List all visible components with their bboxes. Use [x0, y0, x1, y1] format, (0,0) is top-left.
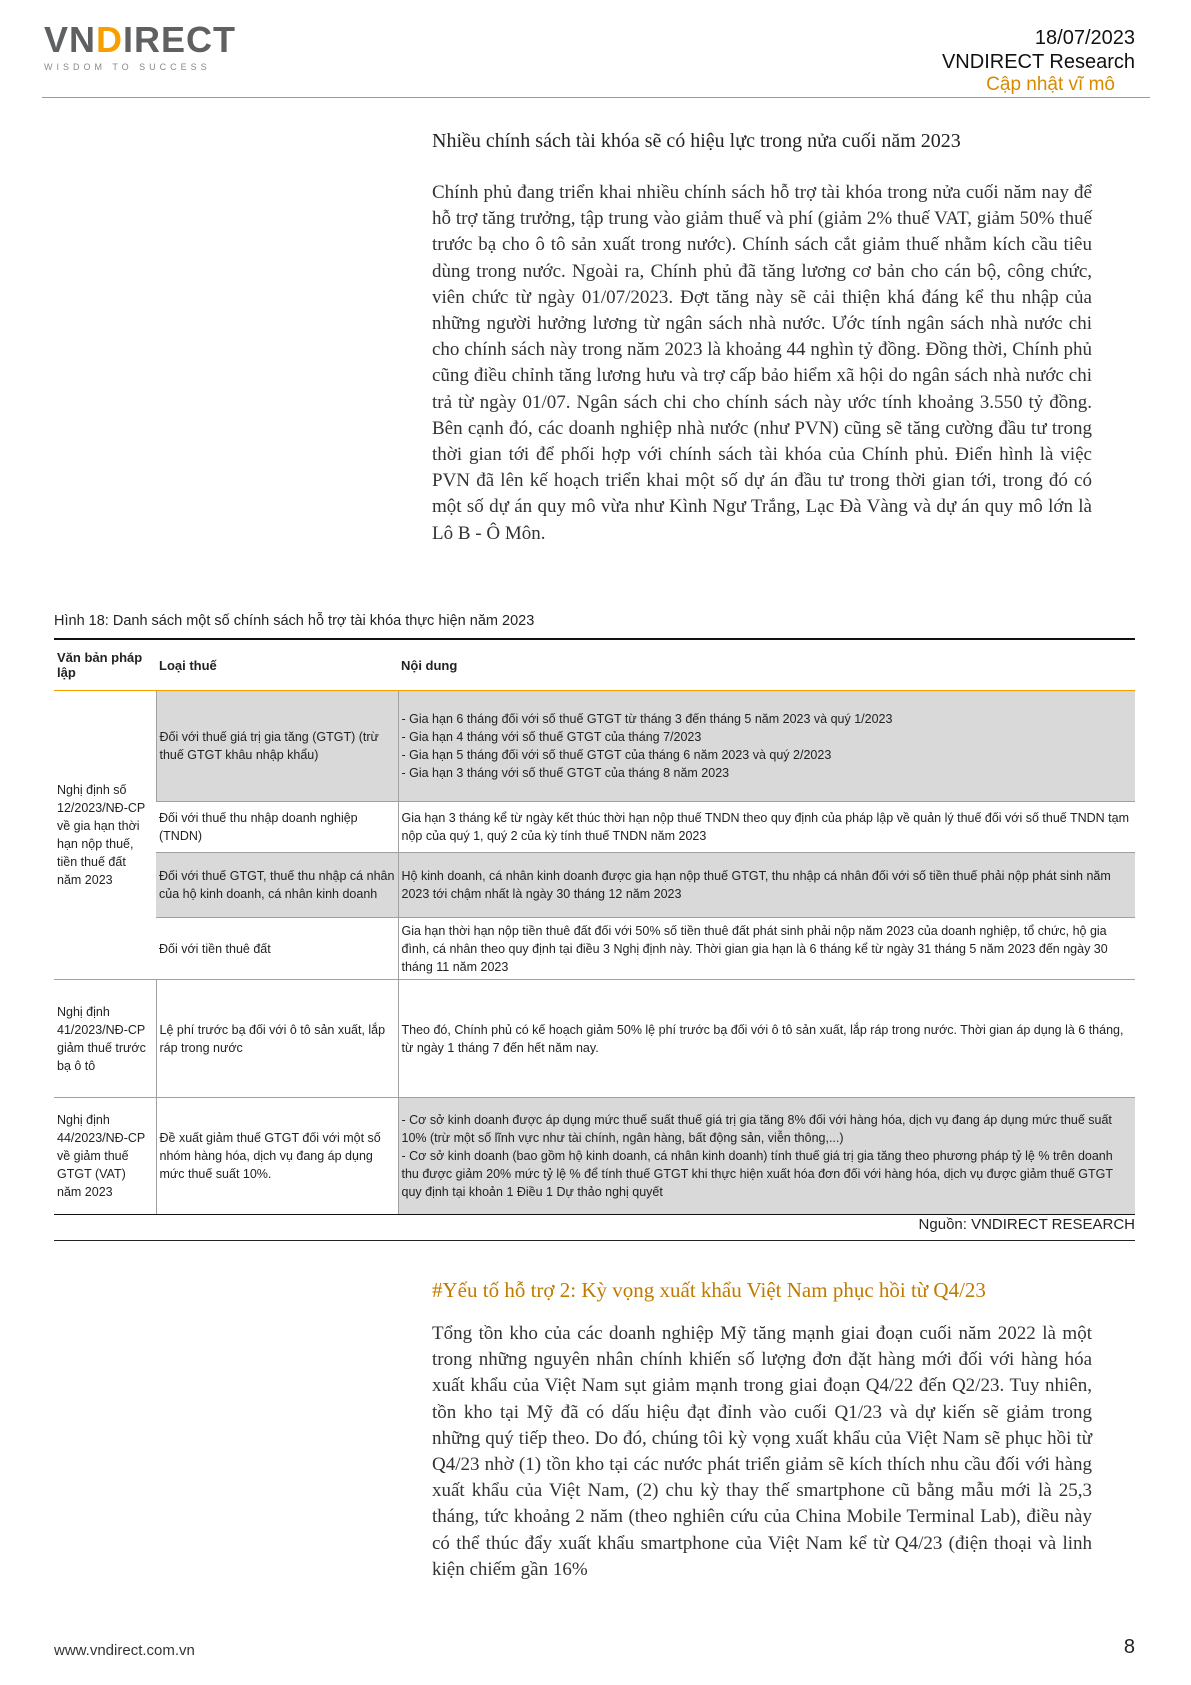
- decree-cell: Nghị định 44/2023/NĐ-CP về giảm thuế GTGT (VAT) năm 2023: [54, 1098, 156, 1215]
- content-cell: Gia hạn 3 tháng kể từ ngày kết thúc thời hạn nộp thuế TNDN theo quy định của pháp lập về quản lý thuế đối với số thuế TNDN tạm nộp của quý 1, quý 2 của kỳ tính thuế TNDN năm 2023: [398, 802, 1135, 853]
- tax-type-cell: Đối với tiền thuê đất: [156, 918, 398, 980]
- content-cell: [398, 691, 1135, 802]
- header-divider: [42, 97, 1150, 98]
- figure-divider: [54, 1240, 1135, 1241]
- section2-title: #Yếu tố hỗ trợ 2: Kỳ vọng xuất khẩu Việt Nam phục hồi từ Q4/23: [432, 1278, 986, 1302]
- header-tax-type: Loại thuế: [156, 639, 398, 691]
- content-line: - Cơ sở kinh doanh được áp dụng mức thuế suất thuế giá trị gia tăng 8% đối với hàng hóa, dịch vụ đang áp dụng mức thuế suất 10% (trừ một số lĩnh vực như tài chính, ngân hàng, bất động sản, viễn thông,...): [401, 1113, 1112, 1145]
- content-cell: Gia hạn thời hạn nộp tiền thuê đất đối với 50% số tiền thuê đất phát sinh phải nộp năm 2023 của doanh nghiệp, tổ chức, hộ gia đình, cá nhân theo quy định tại điều 3 Nghị định này. Thời gian gia hạn là 6 tháng kể từ ngày 31 tháng 5 năm 2023 đến ngày 30 tháng 11 năm 2023: [398, 918, 1135, 980]
- table-row: [54, 1098, 1135, 1215]
- content-line: - Gia hạn 6 tháng đối với số thuế GTGT từ tháng 3 đến tháng 5 năm 2023 và quý 1/2023: [401, 712, 893, 726]
- policy-table: [54, 638, 1135, 1215]
- tax-type-cell: Đề xuất giảm thuế GTGT đối với một số nhóm hàng hóa, dịch vụ đang áp dụng mức thuế suất 10%.: [156, 1098, 398, 1215]
- table-row: [54, 853, 1135, 918]
- content-line: - Gia hạn 3 tháng với số thuế GTGT của tháng 8 năm 2023: [401, 766, 730, 780]
- decree-cell: Nghị định 41/2023/NĐ-CP giảm thuế trước bạ ô tô: [54, 980, 156, 1098]
- page-number: 8: [1123, 1636, 1135, 1658]
- report-subtitle: Cập nhật vĩ mô: [986, 74, 1115, 95]
- header-content: Nội dung: [398, 639, 1135, 691]
- content-line: - Gia hạn 5 tháng đối với số thuế GTGT của tháng 6 năm 2023 và quý 2/2023: [401, 748, 832, 762]
- report-date: 18/07/2023: [1034, 27, 1135, 49]
- tax-type-cell: Đối với thuế thu nhập doanh nghiệp (TNDN): [156, 802, 398, 853]
- logo-suffix: IRECT: [123, 19, 237, 60]
- content-line: - Gia hạn 4 tháng với số thuế GTGT của tháng 7/2023: [401, 730, 702, 744]
- tax-type-cell: Lệ phí trước bạ đối với ô tô sản xuất, lắp ráp trong nước: [156, 980, 398, 1098]
- footer-website-link[interactable]: www.vndirect.com.vn: [54, 1642, 195, 1659]
- section2-paragraph: Tổng tồn kho của các doanh nghiệp Mỹ tăng mạnh giai đoạn cuối năm 2022 là một trong những nguyên nhân chính khiến số lượng đơn đặt hàng mới đối với hàng hóa xuất khẩu của Việt Nam sụt giảm mạnh trong giai đoạn Q4/22 đến Q2/23. Tuy nhiên, tồn kho tại Mỹ đã có dấu hiệu đạt đỉnh vào cuối Q1/23 và dự kiến sẽ giảm trong những quý tiếp theo. Do đó, chúng tôi kỳ vọng xuất khẩu của Việt Nam sẽ phục hồi từ Q4/23 nhờ (1) tồn kho tại các nước phát triển giảm sẽ kích thích nhu cầu đối với hàng xuất khẩu của Việt Nam, (2) chu kỳ thay thế smartphone cũ bằng mẫu mới là 25,3 tháng, tức khoảng 2 năm (theo nghiên cứu của China Mobile Terminal Lab), điều này có thể thúc đẩy xuất khẩu smartphone của Việt Nam kể từ Q4/23 (điện thoại và linh kiện chiếm gần 16%: [432, 1323, 1092, 1580]
- figure-source: Nguồn: VNDIRECT RESEARCH: [918, 1216, 1135, 1233]
- report-brand: VNDIRECT Research: [941, 51, 1135, 73]
- decree-cell: Nghị định số 12/2023/NĐ-CP về gia hạn thời hạn nộp thuế, tiền thuế đất năm 2023: [54, 691, 156, 980]
- header-legal-doc: Văn bản pháp lập: [54, 639, 156, 691]
- table-row: [54, 918, 1135, 980]
- figure-caption: Hình 18: Danh sách một số chính sách hỗ trợ tài khóa thực hiện năm 2023: [54, 613, 535, 629]
- table-row: [54, 691, 1135, 802]
- content-line: - Cơ sở kinh doanh (bao gồm hộ kinh doanh, cá nhân kinh doanh) tính thuế giá trị gia tăng theo phương pháp tỷ lệ % trên doanh thu được giảm 20% mức tỷ lệ % để tính thuế GTGT khi thực hiện xuất hóa đơn đối với hàng hóa, dịch vụ được giảm thuế GTGT quy định tại khoản 1 Điều 1 Dự thảo nghị quyết: [401, 1149, 1113, 1199]
- table-row: [54, 802, 1135, 853]
- tax-type-cell: Đối với thuế GTGT, thuế thu nhập cá nhân của hộ kinh doanh, cá nhân kinh doanh: [156, 853, 398, 918]
- logo-wordmark: [44, 19, 254, 60]
- table-row: [54, 980, 1135, 1098]
- logo-tagline: WISDOM TO SUCCESS: [44, 62, 211, 72]
- tax-type-cell: Đối với thuế giá trị gia tăng (GTGT) (trừ thuế GTGT khâu nhập khẩu): [156, 691, 398, 802]
- vndirect-logo: [44, 19, 254, 80]
- header-info: [835, 26, 1135, 96]
- table-header-row: [54, 639, 1135, 691]
- logo-prefix: VN: [44, 19, 97, 60]
- section1-paragraph: Chính phủ đang triển khai nhiều chính sách hỗ trợ tài khóa trong nửa cuối năm nay để hỗ trợ tăng trưởng, tập trung vào giảm thuế và phí (giảm 2% thuế VAT, giảm 50% thuế trước bạ cho ô tô sản xuất trong nước). Chính sách cắt giảm thuế nhằm kích cầu tiêu dùng trong nước. Ngoài ra, Chính phủ đã tăng lương cơ bản cho cán bộ, công chức, viên chức từ ngày 01/07/2023. Đợt tăng này sẽ cải thiện khá đáng kể thu nhập của những người hưởng lương từ ngân sách nhà nước. Ước tính ngân sách nhà nước chi cho chính sách này trong năm 2023 là khoảng 44 nghìn tỷ đồng. Đồng thời, Chính phủ cũng điều chỉnh tăng lương hưu và trợ cấp bảo hiểm xã hội do ngân sách nhà nước chi trả từ ngày 01/07. Ngân sách chi cho chính sách này ước tính khoảng 3.550 tỷ đồng. Bên cạnh đó, các doanh nghiệp nhà nước (như PVN) cũng sẽ tăng cường đầu tư trong thời gian tới để phối hợp với chính sách tài khóa của Chính phủ. Điển hình là việc PVN đã lên kế hoạch triển khai một số dự án đầu tư trong thời gian tới, trong đó có một số dự án quy mô vừa như Kình Ngư Trắng, Lạc Đà Vàng và dự án quy mô lớn là Lô B - Ô Môn.: [432, 182, 1092, 544]
- content-cell: [398, 1098, 1135, 1215]
- logo-accent: D: [96, 19, 124, 60]
- content-cell: Hộ kinh doanh, cá nhân kinh doanh được gia hạn nộp thuế GTGT, thu nhập cá nhân đối với số tiền thuế phải nộp phát sinh năm 2023 tới chậm nhất là ngày 30 tháng 12 năm 2023: [398, 853, 1135, 918]
- content-cell: Theo đó, Chính phủ có kế hoạch giảm 50% lệ phí trước bạ đối với ô tô sản xuất, lắp ráp trong nước. Thời gian áp dụng là 6 tháng, từ ngày 1 tháng 7 đến hết năm nay.: [398, 980, 1135, 1098]
- section1-title: Nhiều chính sách tài khóa sẽ có hiệu lực trong nửa cuối năm 2023: [432, 130, 961, 152]
